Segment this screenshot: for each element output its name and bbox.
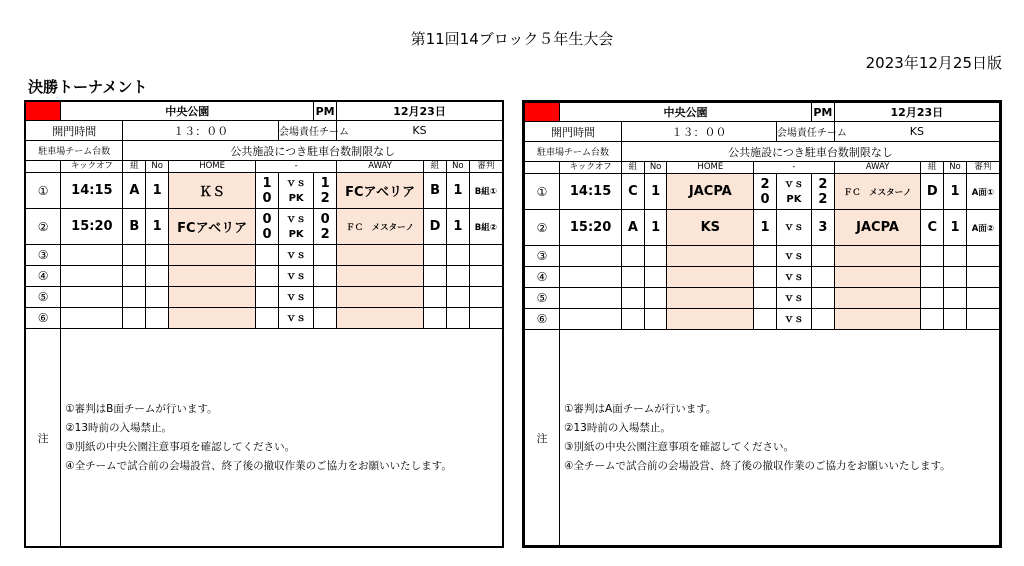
parking-note: 公共施設につき駐車台数制限なし xyxy=(622,142,1000,162)
home-group xyxy=(622,246,645,267)
vs-cell xyxy=(278,287,313,308)
away-no xyxy=(446,308,469,329)
col-dash: - xyxy=(754,162,835,174)
away-score xyxy=(811,267,834,288)
vs-cell xyxy=(776,288,811,309)
vs-label: ｖｓ xyxy=(286,213,307,225)
vs-cell xyxy=(776,309,811,330)
venue-team-label: 会場責任チーム xyxy=(278,121,336,141)
tournament-sheet-right xyxy=(522,100,1002,548)
vs-cell xyxy=(776,210,811,246)
col-no: No xyxy=(644,162,667,174)
venue-team-label: 会場責任チーム xyxy=(776,122,834,142)
away-team: ＦＣ メスターノ xyxy=(834,174,921,210)
vs-label: ｖｓ xyxy=(783,313,804,325)
home-score xyxy=(754,174,777,210)
referee: A面① xyxy=(966,174,999,210)
away-group: D xyxy=(424,209,447,245)
note-line: ②13時前の入場禁止。 xyxy=(564,421,671,434)
vs-label: ｖｓ xyxy=(783,271,804,283)
home-no xyxy=(644,246,667,267)
col-kickoff: キックオフ xyxy=(61,161,123,173)
kickoff-time xyxy=(61,308,123,329)
match-date: 12月23日 xyxy=(337,102,503,121)
away-score xyxy=(314,209,337,245)
match-number: ④ xyxy=(26,266,61,287)
kickoff-time: 14:15 xyxy=(61,173,123,209)
vs-label: ｖｓ xyxy=(286,312,307,324)
away-group: B xyxy=(424,173,447,209)
home-team xyxy=(169,287,256,308)
vs-label: ｖｓ xyxy=(286,249,307,261)
match-number: ⑤ xyxy=(525,288,560,309)
away-team xyxy=(834,309,921,330)
away-team xyxy=(337,245,424,266)
venue-name: 中央公園 xyxy=(61,102,314,121)
away-group: D xyxy=(921,174,944,210)
away-team: ＦＣ メスターノ xyxy=(337,209,424,245)
away-group xyxy=(921,267,944,288)
note-line: ④全チームで試合前の会場設営、終了後の撤収作業のご協力をお願いいたします。 xyxy=(564,459,951,472)
home-group xyxy=(123,308,146,329)
referee: A面② xyxy=(966,210,999,246)
away-score-pk: 2 xyxy=(320,190,330,206)
away-no xyxy=(944,246,967,267)
home-score xyxy=(754,267,777,288)
match-row xyxy=(26,245,503,266)
open-time-label: 開門時間 xyxy=(525,122,622,142)
match-row xyxy=(26,287,503,308)
home-score xyxy=(754,246,777,267)
away-score xyxy=(811,246,834,267)
away-no xyxy=(446,266,469,287)
match-number: ③ xyxy=(525,246,560,267)
kickoff-time xyxy=(61,287,123,308)
col-kickoff: キックオフ xyxy=(560,162,622,174)
match-number: ④ xyxy=(525,267,560,288)
note-line: ①審判はB面チームが行います。 xyxy=(65,402,218,415)
vs-cell xyxy=(278,308,313,329)
home-no xyxy=(644,267,667,288)
referee: B組① xyxy=(469,173,502,209)
home-team: FCアベリア xyxy=(169,209,256,245)
notes xyxy=(61,329,503,547)
schedule-table xyxy=(25,101,503,547)
match-row xyxy=(525,288,1000,309)
red-marker xyxy=(525,103,560,122)
away-no xyxy=(944,309,967,330)
red-marker xyxy=(26,102,61,121)
away-no xyxy=(944,288,967,309)
home-score-pk: 0 xyxy=(262,190,272,206)
match-date: 12月23日 xyxy=(834,103,999,122)
away-team xyxy=(337,287,424,308)
note-line: ④全チームで試合前の会場設営、終了後の撤収作業のご協力をお願いいたします。 xyxy=(65,459,452,472)
note-line: ③別紙の中央公園注意事項を確認してください。 xyxy=(564,440,795,453)
away-team: JACPA xyxy=(834,210,921,246)
referee xyxy=(469,308,502,329)
match-number: ① xyxy=(26,173,61,209)
away-team xyxy=(337,266,424,287)
away-score-main: 2 xyxy=(818,176,828,192)
away-group xyxy=(424,308,447,329)
match-row xyxy=(525,174,1000,210)
referee xyxy=(966,309,999,330)
away-team xyxy=(834,267,921,288)
away-score xyxy=(314,287,337,308)
home-score-pk: 0 xyxy=(760,191,770,207)
open-time-value: １３：００ xyxy=(123,121,279,141)
home-group: B xyxy=(123,209,146,245)
away-no: 1 xyxy=(944,174,967,210)
col-group: 組 xyxy=(622,162,645,174)
home-team: ＫＳ xyxy=(169,173,256,209)
away-score-main: 3 xyxy=(818,220,828,235)
col-no: No xyxy=(146,161,169,173)
kickoff-time xyxy=(560,267,622,288)
vs-cell xyxy=(278,209,313,245)
home-score-main: 1 xyxy=(760,220,770,235)
parking-label: 駐車場チーム台数 xyxy=(525,142,622,162)
home-no: 1 xyxy=(146,209,169,245)
match-row xyxy=(525,267,1000,288)
col-away: AWAY xyxy=(834,162,921,174)
away-score xyxy=(811,174,834,210)
home-score xyxy=(256,266,279,287)
away-score xyxy=(314,173,337,209)
col-away: AWAY xyxy=(337,161,424,173)
away-team xyxy=(834,246,921,267)
home-no xyxy=(644,288,667,309)
open-time-value: １３：００ xyxy=(622,122,777,142)
kickoff-time: 15:20 xyxy=(560,210,622,246)
tournament-sheet-left xyxy=(24,100,504,548)
referee xyxy=(469,266,502,287)
vs-label: ｖｓ xyxy=(783,292,804,304)
match-row xyxy=(26,266,503,287)
home-group xyxy=(622,288,645,309)
venue-team-value: KS xyxy=(337,121,503,141)
vs-label: ｖｓ xyxy=(286,270,307,282)
vs-label: ｖｓ xyxy=(783,250,804,262)
kickoff-time: 14:15 xyxy=(560,174,622,210)
match-number: ⑤ xyxy=(26,287,61,308)
match-row xyxy=(26,209,503,245)
notes xyxy=(560,330,1000,546)
col-no: No xyxy=(944,162,967,174)
home-no: 1 xyxy=(146,173,169,209)
parking-note: 公共施設につき駐車台数制限なし xyxy=(123,141,503,161)
match-row xyxy=(26,308,503,329)
kickoff-time xyxy=(560,246,622,267)
document-date: 2023年12月25日版 xyxy=(865,54,1002,72)
home-team xyxy=(667,246,754,267)
open-time-label: 開門時間 xyxy=(26,121,123,141)
home-group xyxy=(123,287,146,308)
note-line: ③別紙の中央公園注意事項を確認してください。 xyxy=(65,440,296,453)
col-home: HOME xyxy=(667,162,754,174)
away-score xyxy=(811,210,834,246)
vs-cell xyxy=(278,245,313,266)
match-row xyxy=(525,309,1000,330)
home-no xyxy=(146,308,169,329)
home-score xyxy=(754,309,777,330)
referee xyxy=(966,288,999,309)
home-team xyxy=(667,288,754,309)
home-team xyxy=(169,266,256,287)
away-team: FCアベリア xyxy=(337,173,424,209)
away-score-pk: 2 xyxy=(320,226,330,242)
pk-label: PK xyxy=(288,192,304,204)
home-group: A xyxy=(622,210,645,246)
parking-label: 駐車場チーム台数 xyxy=(26,141,123,161)
match-number: ③ xyxy=(26,245,61,266)
away-score-pk: 2 xyxy=(818,191,828,207)
home-no: 1 xyxy=(644,210,667,246)
home-group xyxy=(622,309,645,330)
col-empty xyxy=(26,161,61,173)
match-number: ② xyxy=(26,209,61,245)
away-score xyxy=(314,245,337,266)
col-dash: - xyxy=(256,161,337,173)
kickoff-time: 15:20 xyxy=(61,209,123,245)
col-home: HOME xyxy=(169,161,256,173)
match-number: ⑥ xyxy=(26,308,61,329)
match-row xyxy=(26,173,503,209)
away-no xyxy=(446,245,469,266)
vs-label: ｖｓ xyxy=(783,178,804,190)
home-team xyxy=(169,308,256,329)
home-score-main: 2 xyxy=(760,176,770,192)
col-group: 組 xyxy=(424,161,447,173)
kickoff-time xyxy=(61,266,123,287)
match-row xyxy=(525,246,1000,267)
home-team xyxy=(667,309,754,330)
home-no xyxy=(146,287,169,308)
away-group xyxy=(424,245,447,266)
referee xyxy=(966,267,999,288)
home-no xyxy=(644,309,667,330)
vs-cell xyxy=(278,266,313,287)
away-score xyxy=(811,309,834,330)
referee: B組② xyxy=(469,209,502,245)
home-team xyxy=(169,245,256,266)
col-group: 組 xyxy=(123,161,146,173)
col-no: No xyxy=(446,161,469,173)
vs-cell xyxy=(776,246,811,267)
home-group: C xyxy=(622,174,645,210)
away-score xyxy=(314,266,337,287)
home-team: KS xyxy=(667,210,754,246)
away-no: 1 xyxy=(944,210,967,246)
home-score xyxy=(256,173,279,209)
away-no xyxy=(944,267,967,288)
session-label: PM xyxy=(811,103,834,122)
home-no xyxy=(146,266,169,287)
kickoff-time xyxy=(61,245,123,266)
home-group xyxy=(123,266,146,287)
away-score xyxy=(314,308,337,329)
venue-name: 中央公園 xyxy=(560,103,812,122)
home-score xyxy=(754,288,777,309)
home-score xyxy=(256,308,279,329)
vs-cell xyxy=(776,174,811,210)
home-group xyxy=(622,267,645,288)
venue-team-value: KS xyxy=(834,122,999,142)
home-group: A xyxy=(123,173,146,209)
away-group xyxy=(921,288,944,309)
away-no xyxy=(446,287,469,308)
notes-label: 注 xyxy=(26,329,61,547)
referee xyxy=(469,245,502,266)
note-line: ①審判はA面チームが行います。 xyxy=(564,402,717,415)
away-group xyxy=(424,266,447,287)
schedule-table xyxy=(524,102,1000,546)
notes-label: 注 xyxy=(525,330,560,546)
away-no: 1 xyxy=(446,209,469,245)
home-score xyxy=(256,287,279,308)
referee xyxy=(469,287,502,308)
home-score-pk: 0 xyxy=(262,226,272,242)
pk-label: PK xyxy=(786,193,802,205)
home-score xyxy=(256,245,279,266)
session-label: PM xyxy=(314,102,337,121)
pk-label: PK xyxy=(288,228,304,240)
vs-cell xyxy=(776,267,811,288)
referee xyxy=(966,246,999,267)
section-title: 決勝トーナメント xyxy=(28,78,148,96)
match-row xyxy=(525,210,1000,246)
away-group xyxy=(424,287,447,308)
match-number: ② xyxy=(525,210,560,246)
home-score xyxy=(754,210,777,246)
away-team xyxy=(337,308,424,329)
home-team: JACPA xyxy=(667,174,754,210)
away-group xyxy=(921,309,944,330)
away-group: C xyxy=(921,210,944,246)
document-title: 第11回14ブロック５年生大会 xyxy=(410,30,614,48)
home-score-main: 0 xyxy=(262,211,272,227)
col-ref: 審判 xyxy=(966,162,999,174)
away-team xyxy=(834,288,921,309)
away-score-main: 1 xyxy=(320,175,330,191)
away-no: 1 xyxy=(446,173,469,209)
col-ref: 審判 xyxy=(469,161,502,173)
vs-label: ｖｓ xyxy=(783,222,804,233)
kickoff-time xyxy=(560,309,622,330)
away-group xyxy=(921,246,944,267)
away-score xyxy=(811,288,834,309)
home-group xyxy=(123,245,146,266)
home-score xyxy=(256,209,279,245)
vs-label: ｖｓ xyxy=(286,291,307,303)
kickoff-time xyxy=(560,288,622,309)
note-line: ②13時前の入場禁止。 xyxy=(65,421,173,434)
away-score-main: 0 xyxy=(320,211,330,227)
vs-cell xyxy=(278,173,313,209)
match-number: ⑥ xyxy=(525,309,560,330)
match-number: ① xyxy=(525,174,560,210)
home-no xyxy=(146,245,169,266)
col-group: 組 xyxy=(921,162,944,174)
home-no: 1 xyxy=(644,174,667,210)
vs-label: ｖｓ xyxy=(286,177,307,189)
home-score-main: 1 xyxy=(262,175,272,191)
home-team xyxy=(667,267,754,288)
col-empty xyxy=(525,162,560,174)
